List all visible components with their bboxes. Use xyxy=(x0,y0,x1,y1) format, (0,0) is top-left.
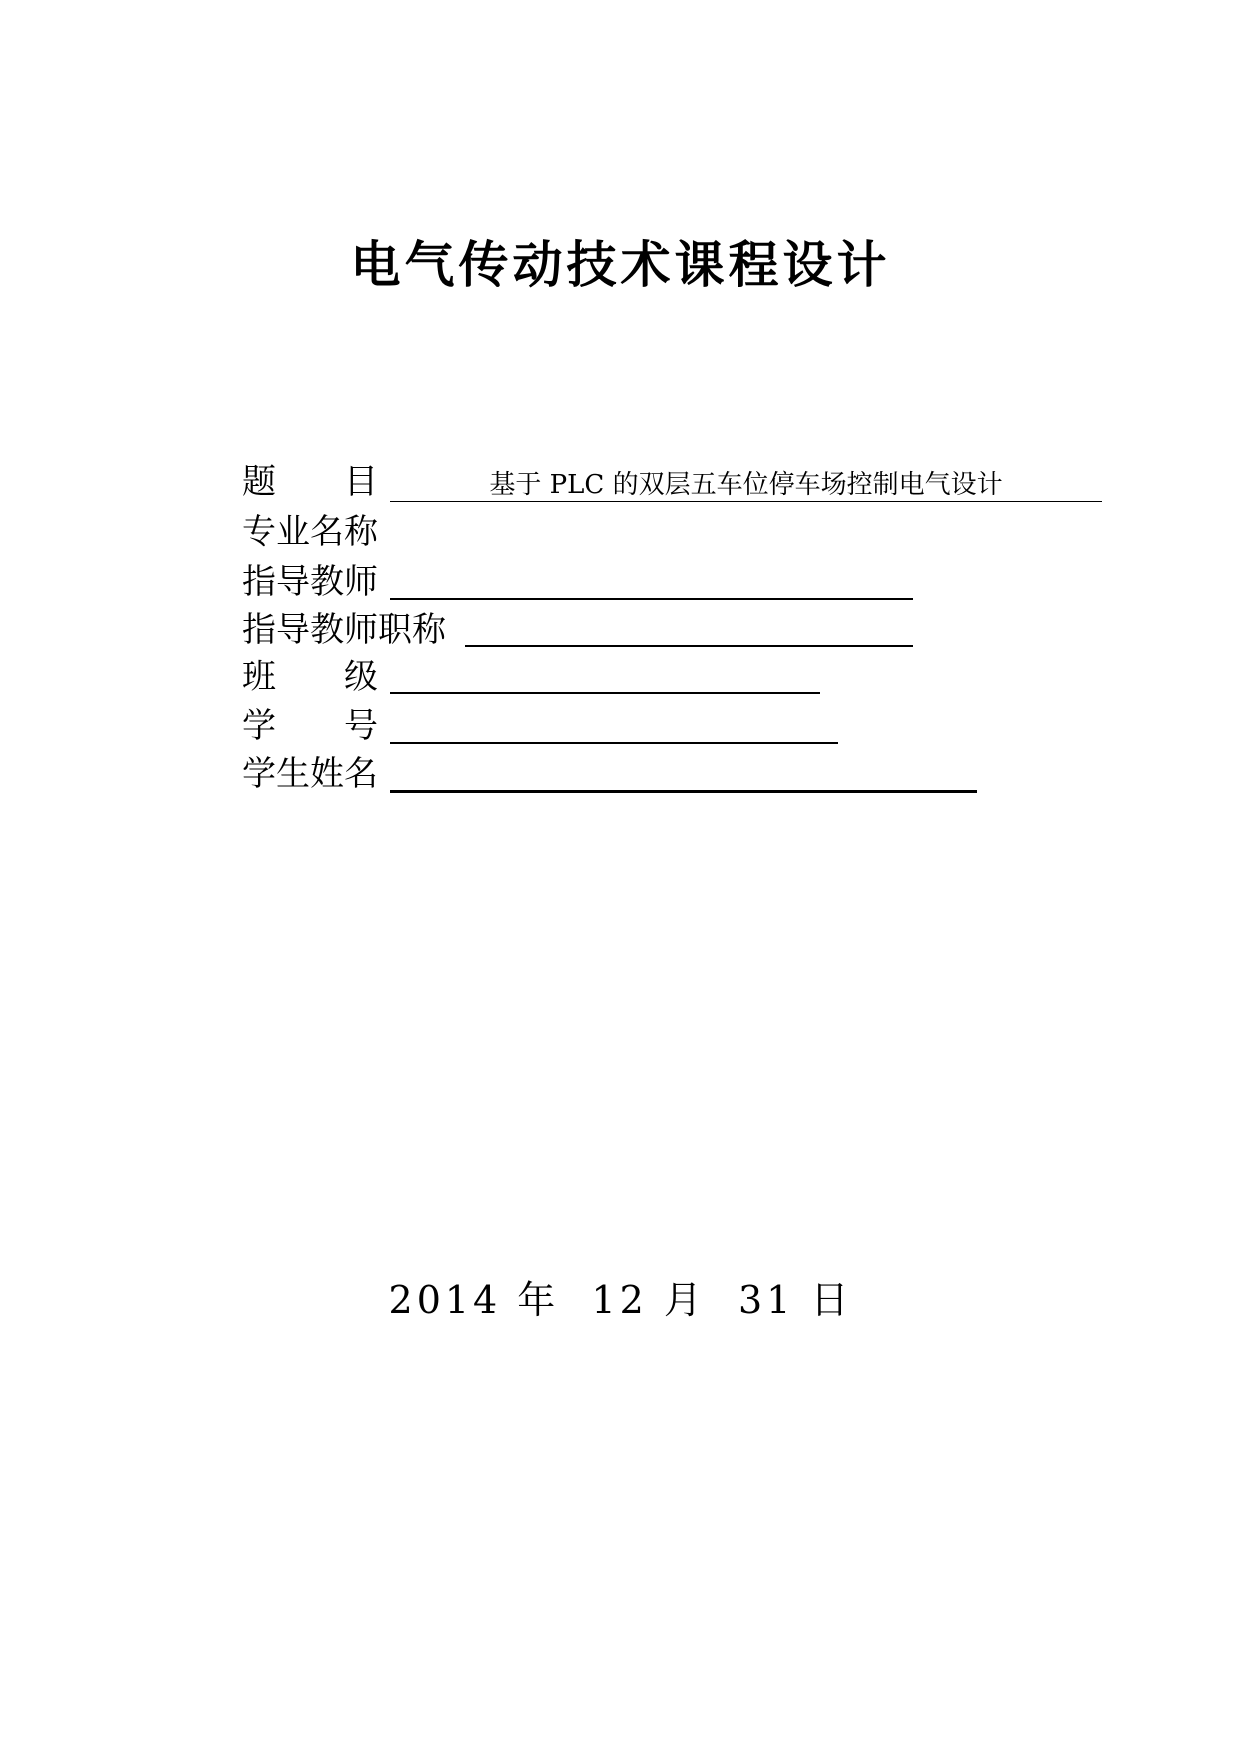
field-label-class: 班 级 xyxy=(242,657,378,697)
field-label-student-name: 学生姓名 xyxy=(242,754,378,794)
field-label-major: 专业名称 xyxy=(242,512,378,552)
field-line-advisor-title xyxy=(465,645,913,647)
document-title: 电气传动技术课程设计 xyxy=(350,236,891,294)
field-label-advisor-title: 指导教师职称 xyxy=(242,610,446,650)
field-label-advisor: 指导教师 xyxy=(242,562,378,602)
field-line-student-name xyxy=(390,790,977,793)
field-label-topic: 题 目 xyxy=(242,462,378,502)
field-label-student-id: 学 号 xyxy=(242,706,378,746)
field-line-advisor xyxy=(390,598,913,600)
field-value-topic: 基于 PLC 的双层五车位停车场控制电气设计 xyxy=(489,470,1003,500)
field-line-class xyxy=(390,692,820,694)
field-line-topic xyxy=(390,501,1102,502)
field-line-student-id xyxy=(390,742,838,744)
document-date: 2014 年 12 月 31 日 xyxy=(388,1278,853,1322)
